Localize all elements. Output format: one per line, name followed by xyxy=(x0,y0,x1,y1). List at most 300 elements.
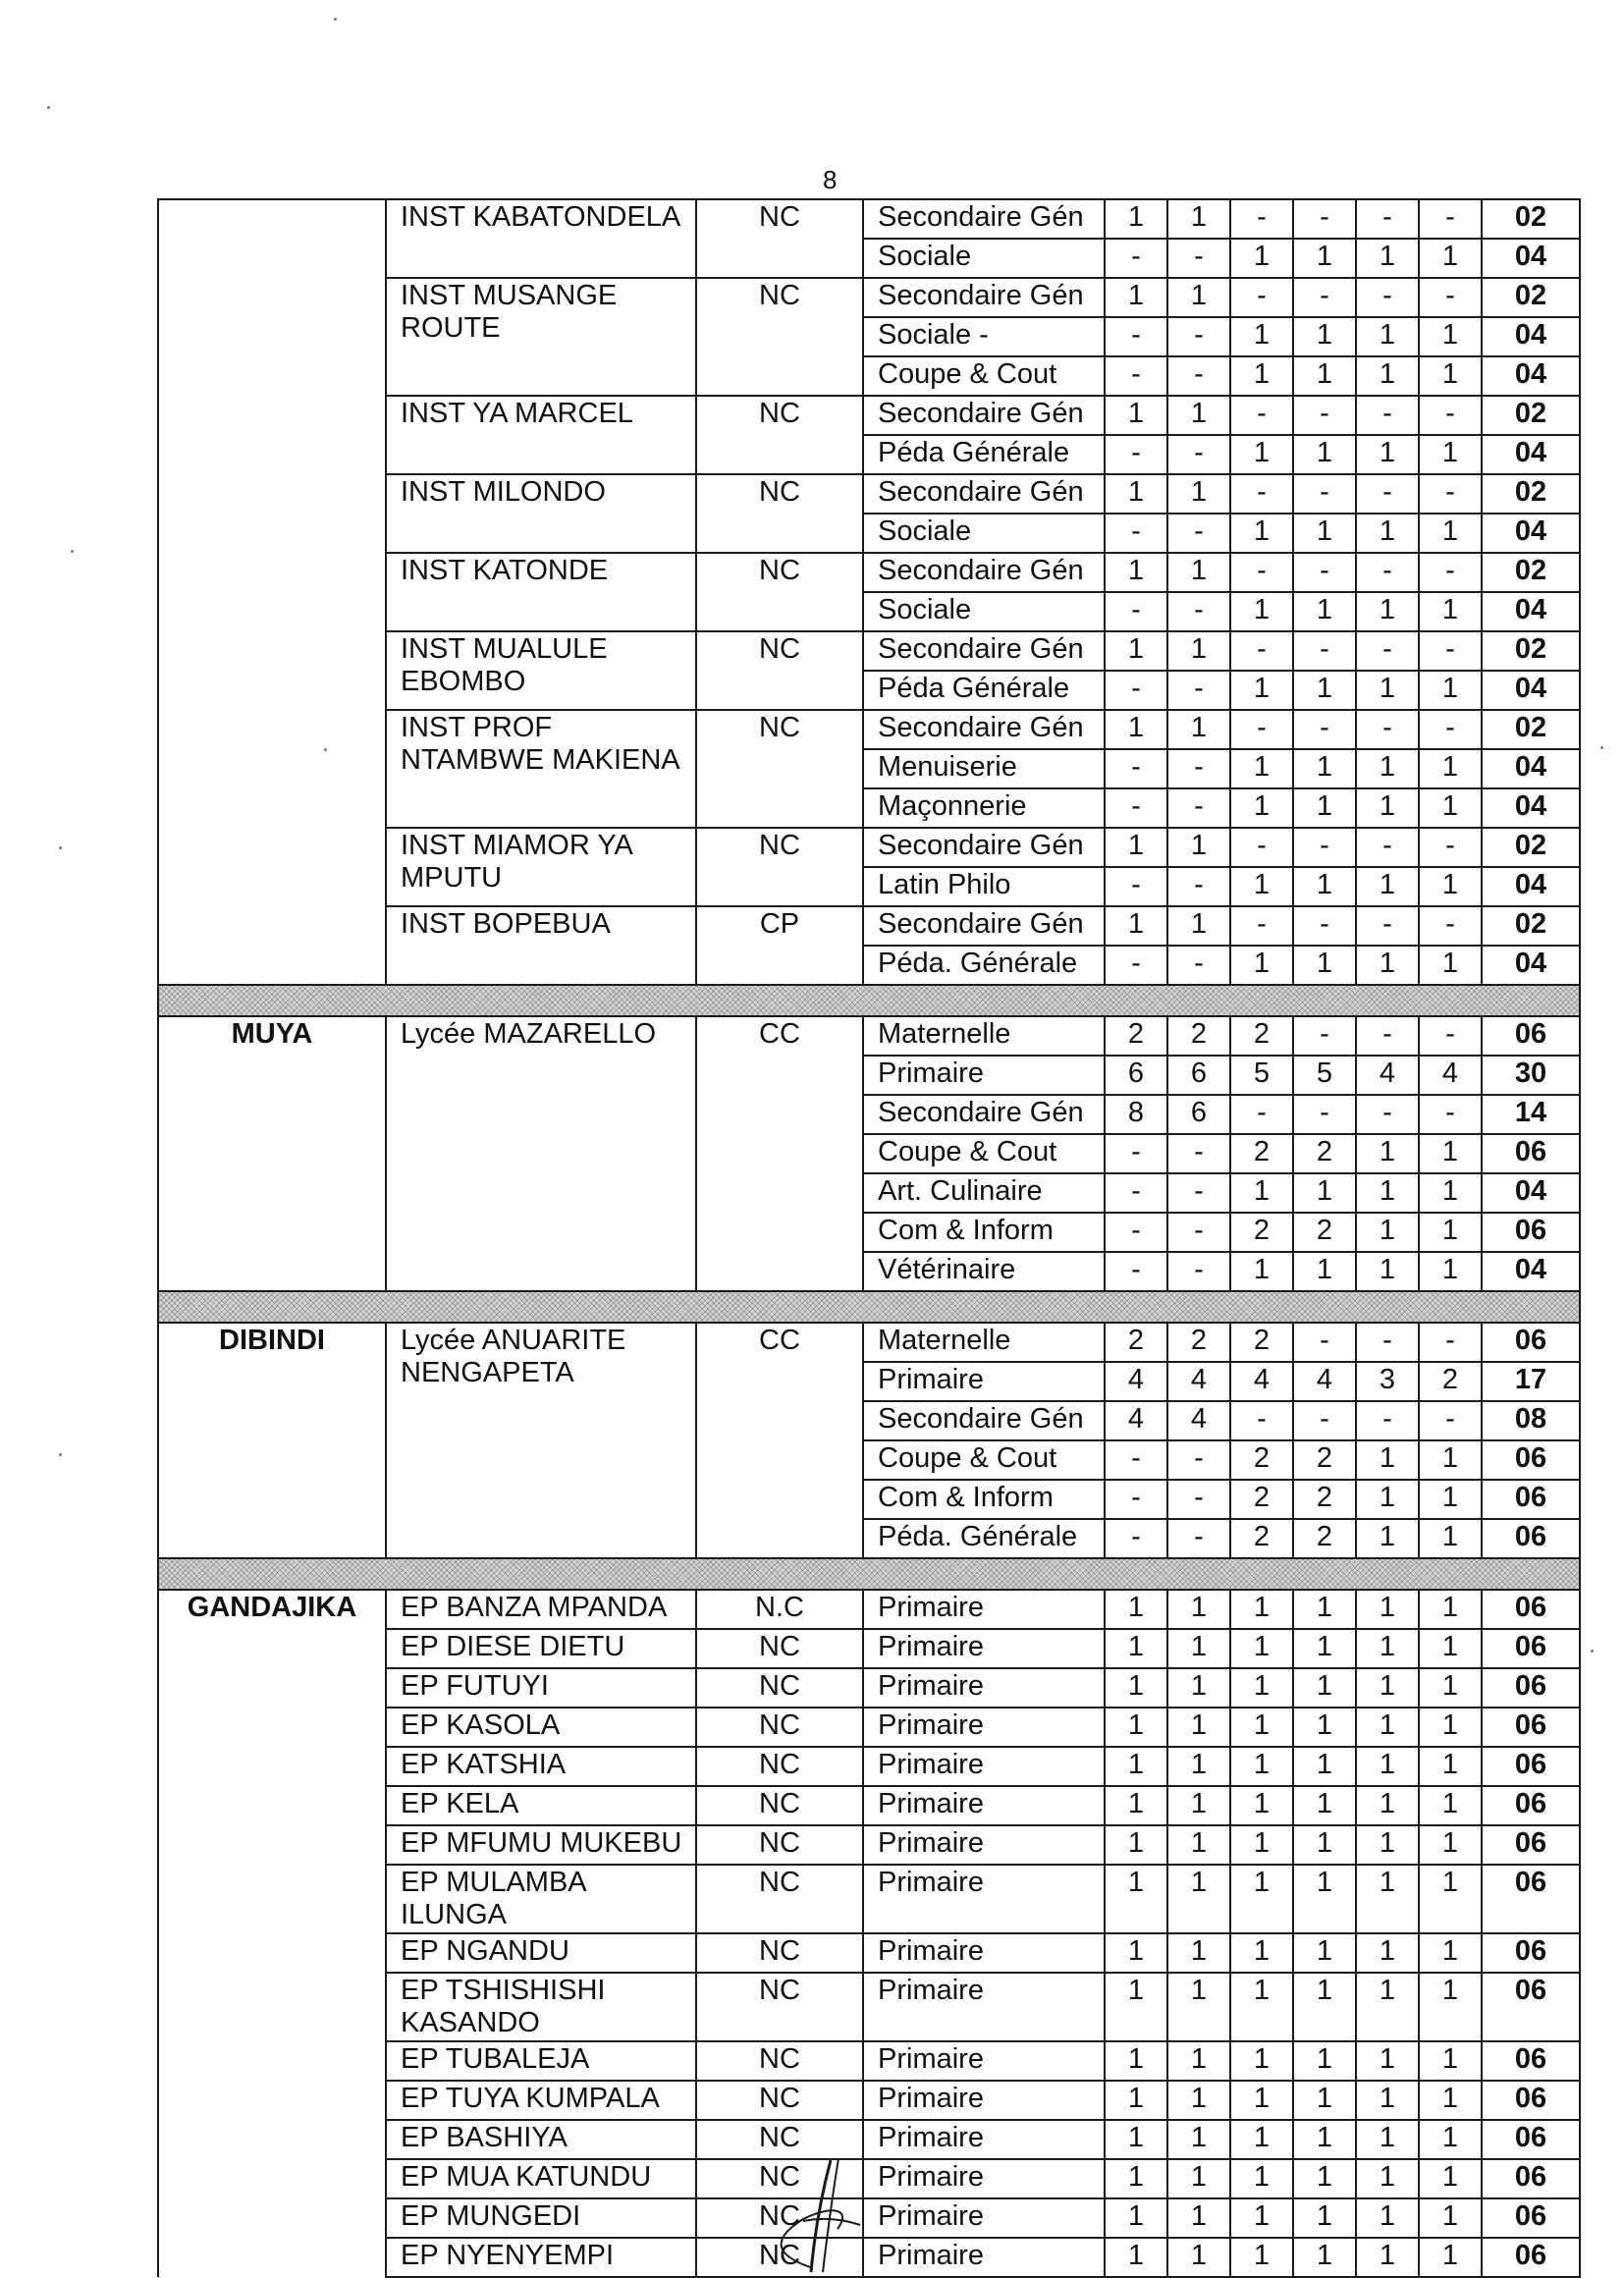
class-count-cell: - xyxy=(1105,1440,1167,1480)
class-count-cell: - xyxy=(1105,1252,1167,1291)
school-name-cell: EP KELA xyxy=(386,1786,696,1825)
class-count-cell: - xyxy=(1167,239,1230,278)
class-count-cell: 1 xyxy=(1293,2041,1356,2081)
class-count-cell: 1 xyxy=(1356,435,1419,474)
total-cell: 14 xyxy=(1482,1095,1580,1134)
option-label-cell: Péda. Générale xyxy=(863,1519,1105,1558)
class-count-cell: 1 xyxy=(1105,1825,1167,1865)
class-count-cell: 1 xyxy=(1105,474,1167,514)
school-status-cell: NC xyxy=(696,1933,863,1973)
total-cell: 06 xyxy=(1482,2159,1580,2198)
class-count-cell: 1 xyxy=(1167,1747,1230,1786)
school-name-cell: INST KATONDE xyxy=(386,553,696,631)
class-count-cell: 1 xyxy=(1356,1480,1419,1519)
class-count-cell: - xyxy=(1293,1016,1356,1056)
school-name-cell: EP MUA KATUNDU xyxy=(386,2159,696,2198)
class-count-cell: 1 xyxy=(1105,2081,1167,2120)
class-count-cell: 1 xyxy=(1167,1973,1230,2041)
class-count-cell: 1 xyxy=(1167,2120,1230,2159)
region-separator-bar xyxy=(158,1558,1580,1590)
school-status-cell: NC xyxy=(696,1747,863,1786)
class-count-cell: 1 xyxy=(1230,1173,1293,1213)
class-count-cell: - xyxy=(1230,396,1293,435)
class-count-cell: 1 xyxy=(1230,1865,1293,1933)
option-label-cell: Maternelle xyxy=(863,1016,1105,1056)
class-count-cell: 1 xyxy=(1105,2159,1167,2198)
class-count-cell: 2 xyxy=(1230,1480,1293,1519)
class-count-cell: - xyxy=(1419,631,1482,671)
class-count-cell: - xyxy=(1167,1480,1230,1519)
school-status-cell: NC xyxy=(696,1825,863,1865)
class-count-cell: 1 xyxy=(1230,1668,1293,1708)
option-label-cell: Péda Générale xyxy=(863,435,1105,474)
class-count-cell: - xyxy=(1167,749,1230,788)
option-label-cell: Primaire xyxy=(863,1056,1105,1095)
class-count-cell: 1 xyxy=(1230,356,1293,396)
class-count-cell: 1 xyxy=(1356,946,1419,985)
total-cell: 04 xyxy=(1482,1252,1580,1291)
class-count-cell: - xyxy=(1356,906,1419,946)
class-count-cell: 1 xyxy=(1230,2238,1293,2277)
class-count-cell: 1 xyxy=(1167,1933,1230,1973)
option-label-cell: Com & Inform xyxy=(863,1213,1105,1252)
school-status-cell: NC xyxy=(696,1865,863,1933)
class-count-cell: 1 xyxy=(1167,1708,1230,1747)
class-count-cell: 2 xyxy=(1230,1440,1293,1480)
school-name-cell: INST YA MARCEL xyxy=(386,396,696,474)
class-count-cell: - xyxy=(1167,1213,1230,1252)
total-cell: 04 xyxy=(1482,239,1580,278)
class-count-cell: 1 xyxy=(1230,239,1293,278)
class-count-cell: 1 xyxy=(1293,1747,1356,1786)
class-count-cell: 1 xyxy=(1293,1933,1356,1973)
class-count-cell: 1 xyxy=(1167,474,1230,514)
school-status-cell: NC xyxy=(696,474,863,553)
option-label-cell: Menuiserie xyxy=(863,749,1105,788)
school-allocation-table xyxy=(157,198,1581,2278)
class-count-cell: 1 xyxy=(1356,1134,1419,1173)
school-status-cell: NC xyxy=(696,631,863,710)
region-name-cell: GANDAJIKA xyxy=(158,1590,386,2277)
class-count-cell: 1 xyxy=(1356,2238,1419,2277)
class-count-cell: 1 xyxy=(1230,2081,1293,2120)
school-name-cell: EP DIESE DIETU xyxy=(386,1629,696,1668)
class-count-cell: 1 xyxy=(1167,1590,1230,1629)
total-cell: 06 xyxy=(1482,2120,1580,2159)
table-row xyxy=(158,1323,1580,1362)
class-count-cell: - xyxy=(1105,1519,1167,1558)
class-count-cell: - xyxy=(1293,710,1356,749)
class-count-cell: 1 xyxy=(1105,1933,1167,1973)
class-count-cell: 1 xyxy=(1230,1590,1293,1629)
class-count-cell: - xyxy=(1230,710,1293,749)
class-count-cell: 1 xyxy=(1105,2041,1167,2081)
total-cell: 04 xyxy=(1482,356,1580,396)
class-count-cell: 1 xyxy=(1293,317,1356,356)
class-count-cell: - xyxy=(1356,199,1419,239)
class-count-cell: 5 xyxy=(1230,1056,1293,1095)
school-status-cell: NC xyxy=(696,2159,863,2198)
region-name-cell xyxy=(158,199,386,985)
class-count-cell: 1 xyxy=(1293,946,1356,985)
class-count-cell: - xyxy=(1356,1401,1419,1440)
class-count-cell: 1 xyxy=(1419,1173,1482,1213)
class-count-cell: 1 xyxy=(1230,1629,1293,1668)
class-count-cell: 1 xyxy=(1419,1825,1482,1865)
class-count-cell: 1 xyxy=(1230,1708,1293,1747)
school-name-cell: INST PROF NTAMBWE MAKIENA xyxy=(386,710,696,828)
class-count-cell: 1 xyxy=(1167,553,1230,592)
class-count-cell: 1 xyxy=(1167,2041,1230,2081)
region-name-cell: MUYA xyxy=(158,1016,386,1291)
class-count-cell: 1 xyxy=(1167,278,1230,317)
class-count-cell: 1 xyxy=(1419,356,1482,396)
class-count-cell: 1 xyxy=(1419,1786,1482,1825)
option-label-cell: Primaire xyxy=(863,2041,1105,2081)
total-cell: 06 xyxy=(1482,1440,1580,1480)
class-count-cell: - xyxy=(1230,278,1293,317)
region-separator xyxy=(158,985,1580,1016)
school-name-cell: EP TUBALEJA xyxy=(386,2041,696,2081)
option-label-cell: Coupe & Cout xyxy=(863,356,1105,396)
total-cell: 04 xyxy=(1482,435,1580,474)
class-count-cell: 6 xyxy=(1105,1056,1167,1095)
class-count-cell: 1 xyxy=(1230,435,1293,474)
class-count-cell: 1 xyxy=(1356,1629,1419,1668)
class-count-cell: 2 xyxy=(1105,1323,1167,1362)
school-name-cell: EP KASOLA xyxy=(386,1708,696,1747)
class-count-cell: 1 xyxy=(1419,1134,1482,1173)
class-count-cell: - xyxy=(1293,828,1356,867)
class-count-cell: 1 xyxy=(1230,592,1293,631)
class-count-cell: - xyxy=(1105,749,1167,788)
total-cell: 04 xyxy=(1482,514,1580,553)
class-count-cell: 1 xyxy=(1419,592,1482,631)
option-label-cell: Sociale xyxy=(863,592,1105,631)
class-count-cell: 6 xyxy=(1167,1095,1230,1134)
class-count-cell: - xyxy=(1230,199,1293,239)
total-cell: 06 xyxy=(1482,2198,1580,2238)
class-count-cell: 1 xyxy=(1356,2041,1419,2081)
total-cell: 02 xyxy=(1482,199,1580,239)
school-status-cell: NC xyxy=(696,553,863,631)
class-count-cell: 1 xyxy=(1230,788,1293,828)
total-cell: 06 xyxy=(1482,1629,1580,1668)
class-count-cell: 1 xyxy=(1419,1708,1482,1747)
class-count-cell: - xyxy=(1293,1401,1356,1440)
class-count-cell: - xyxy=(1167,435,1230,474)
option-label-cell: Maternelle xyxy=(863,1323,1105,1362)
class-count-cell: 1 xyxy=(1419,1747,1482,1786)
class-count-cell: - xyxy=(1167,356,1230,396)
total-cell: 06 xyxy=(1482,1480,1580,1519)
region-separator-bar xyxy=(158,985,1580,1016)
total-cell: 17 xyxy=(1482,1362,1580,1401)
class-count-cell: 1 xyxy=(1419,1590,1482,1629)
class-count-cell: 1 xyxy=(1419,514,1482,553)
class-count-cell: 2 xyxy=(1293,1134,1356,1173)
page-number: 8 xyxy=(823,165,838,194)
school-name-cell: EP MULAMBA ILUNGA xyxy=(386,1865,696,1933)
class-count-cell: - xyxy=(1419,1016,1482,1056)
total-cell: 02 xyxy=(1482,553,1580,592)
class-count-cell: - xyxy=(1167,317,1230,356)
option-label-cell: Latin Philo xyxy=(863,867,1105,906)
class-count-cell: 1 xyxy=(1419,2198,1482,2238)
class-count-cell: - xyxy=(1419,278,1482,317)
school-name-cell: EP FUTUYI xyxy=(386,1668,696,1708)
class-count-cell: 2 xyxy=(1167,1016,1230,1056)
total-cell: 06 xyxy=(1482,1668,1580,1708)
class-count-cell: 2 xyxy=(1293,1440,1356,1480)
total-cell: 06 xyxy=(1482,1865,1580,1933)
school-status-cell: NC xyxy=(696,828,863,906)
class-count-cell: 1 xyxy=(1230,2159,1293,2198)
school-name-cell: Lycée MAZARELLO xyxy=(386,1016,696,1291)
class-count-cell: 1 xyxy=(1293,514,1356,553)
class-count-cell: - xyxy=(1356,1016,1419,1056)
class-count-cell: - xyxy=(1167,671,1230,710)
class-count-cell: 1 xyxy=(1419,1629,1482,1668)
class-count-cell: 1 xyxy=(1356,1708,1419,1747)
school-status-cell: NC xyxy=(696,1708,863,1747)
class-count-cell: 1 xyxy=(1230,946,1293,985)
class-count-cell: 1 xyxy=(1356,239,1419,278)
total-cell: 02 xyxy=(1482,631,1580,671)
class-count-cell: 1 xyxy=(1230,1786,1293,1825)
class-count-cell: - xyxy=(1230,631,1293,671)
class-count-cell: - xyxy=(1105,514,1167,553)
option-label-cell: Primaire xyxy=(863,2159,1105,2198)
class-count-cell: - xyxy=(1167,1252,1230,1291)
class-count-cell: 1 xyxy=(1356,1590,1419,1629)
option-label-cell: Secondaire Gén xyxy=(863,631,1105,671)
class-count-cell: - xyxy=(1230,828,1293,867)
class-count-cell: - xyxy=(1293,553,1356,592)
option-label-cell: Secondaire Gén xyxy=(863,199,1105,239)
class-count-cell: 2 xyxy=(1230,1213,1293,1252)
class-count-cell: - xyxy=(1167,1440,1230,1480)
class-count-cell: 1 xyxy=(1419,671,1482,710)
option-label-cell: Secondaire Gén xyxy=(863,906,1105,946)
class-count-cell: 1 xyxy=(1105,2238,1167,2277)
class-count-cell: 1 xyxy=(1105,278,1167,317)
class-count-cell: 1 xyxy=(1356,1440,1419,1480)
class-count-cell: 1 xyxy=(1230,867,1293,906)
class-count-cell: - xyxy=(1356,278,1419,317)
option-label-cell: Secondaire Gén xyxy=(863,474,1105,514)
total-cell: 06 xyxy=(1482,1708,1580,1747)
class-count-cell: - xyxy=(1105,867,1167,906)
class-count-cell: 1 xyxy=(1293,867,1356,906)
option-label-cell: Secondaire Gén xyxy=(863,828,1105,867)
class-count-cell: - xyxy=(1230,1095,1293,1134)
class-count-cell: - xyxy=(1293,1323,1356,1362)
class-count-cell: 1 xyxy=(1230,1933,1293,1973)
school-status-cell: NC xyxy=(696,2041,863,2081)
class-count-cell: 1 xyxy=(1419,749,1482,788)
school-status-cell: NC xyxy=(696,2198,863,2238)
class-count-cell: 2 xyxy=(1419,1362,1482,1401)
total-cell: 06 xyxy=(1482,1134,1580,1173)
class-count-cell: 1 xyxy=(1293,1973,1356,2041)
class-count-cell: - xyxy=(1105,671,1167,710)
total-cell: 06 xyxy=(1482,2238,1580,2277)
class-count-cell: 1 xyxy=(1230,2120,1293,2159)
class-count-cell: 1 xyxy=(1356,1213,1419,1252)
class-count-cell: 1 xyxy=(1356,671,1419,710)
class-count-cell: 1 xyxy=(1167,1668,1230,1708)
class-count-cell: - xyxy=(1419,199,1482,239)
class-count-cell: - xyxy=(1419,828,1482,867)
option-label-cell: Primaire xyxy=(863,1786,1105,1825)
school-status-cell: CC xyxy=(696,1016,863,1291)
class-count-cell: 1 xyxy=(1167,1865,1230,1933)
class-count-cell: 1 xyxy=(1419,2041,1482,2081)
class-count-cell: 1 xyxy=(1293,671,1356,710)
class-count-cell: 1 xyxy=(1167,710,1230,749)
school-name-cell: EP NGANDU xyxy=(386,1933,696,1973)
class-count-cell: 1 xyxy=(1419,2081,1482,2120)
class-count-cell: 1 xyxy=(1419,1519,1482,1558)
class-count-cell: 1 xyxy=(1293,1173,1356,1213)
class-count-cell: 1 xyxy=(1356,1865,1419,1933)
class-count-cell: 1 xyxy=(1356,514,1419,553)
class-count-cell: - xyxy=(1230,474,1293,514)
option-label-cell: Art. Culinaire xyxy=(863,1173,1105,1213)
option-label-cell: Primaire xyxy=(863,1973,1105,2041)
class-count-cell: - xyxy=(1105,592,1167,631)
class-count-cell: - xyxy=(1105,239,1167,278)
option-label-cell: Primaire xyxy=(863,2238,1105,2277)
region-name-cell: DIBINDI xyxy=(158,1323,386,1558)
school-status-cell: NC xyxy=(696,2120,863,2159)
school-status-cell: NC xyxy=(696,1668,863,1708)
total-cell: 02 xyxy=(1482,828,1580,867)
total-cell: 04 xyxy=(1482,671,1580,710)
option-label-cell: Sociale - xyxy=(863,317,1105,356)
class-count-cell: - xyxy=(1356,474,1419,514)
class-count-cell: - xyxy=(1230,906,1293,946)
class-count-cell: - xyxy=(1419,396,1482,435)
total-cell: 30 xyxy=(1482,1056,1580,1095)
class-count-cell: 2 xyxy=(1167,1323,1230,1362)
option-label-cell: Vétérinaire xyxy=(863,1252,1105,1291)
option-label-cell: Primaire xyxy=(863,1362,1105,1401)
class-count-cell: - xyxy=(1105,317,1167,356)
class-count-cell: 1 xyxy=(1105,553,1167,592)
table-row xyxy=(158,199,1580,239)
region-separator-bar xyxy=(158,1291,1580,1323)
class-count-cell: 1 xyxy=(1105,710,1167,749)
class-count-cell: 1 xyxy=(1293,356,1356,396)
class-count-cell: - xyxy=(1105,1213,1167,1252)
class-count-cell: 1 xyxy=(1293,2081,1356,2120)
class-count-cell: 4 xyxy=(1105,1401,1167,1440)
class-count-cell: 2 xyxy=(1230,1016,1293,1056)
total-cell: 04 xyxy=(1482,946,1580,985)
total-cell: 02 xyxy=(1482,710,1580,749)
school-name-cell: INST BOPEBUA xyxy=(386,906,696,985)
class-count-cell: 1 xyxy=(1356,2120,1419,2159)
class-count-cell: 1 xyxy=(1293,2159,1356,2198)
class-count-cell: 2 xyxy=(1293,1480,1356,1519)
school-status-cell: NC xyxy=(696,710,863,828)
school-status-cell: NC xyxy=(696,2238,863,2277)
total-cell: 06 xyxy=(1482,1213,1580,1252)
option-label-cell: Primaire xyxy=(863,1933,1105,1973)
class-count-cell: 1 xyxy=(1293,2238,1356,2277)
class-count-cell: 1 xyxy=(1105,1668,1167,1708)
option-label-cell: Coupe & Cout xyxy=(863,1134,1105,1173)
total-cell: 04 xyxy=(1482,867,1580,906)
class-count-cell: 1 xyxy=(1167,2198,1230,2238)
class-count-cell: - xyxy=(1419,710,1482,749)
class-count-cell: 1 xyxy=(1293,1825,1356,1865)
class-count-cell: 1 xyxy=(1293,749,1356,788)
region-separator xyxy=(158,1558,1580,1590)
school-status-cell: CP xyxy=(696,906,863,985)
class-count-cell: 1 xyxy=(1167,828,1230,867)
class-count-cell: - xyxy=(1293,199,1356,239)
class-count-cell: 1 xyxy=(1167,2081,1230,2120)
total-cell: 02 xyxy=(1482,396,1580,435)
region-separator xyxy=(158,1291,1580,1323)
option-label-cell: Secondaire Gén xyxy=(863,1401,1105,1440)
school-name-cell: EP MFUMU MUKEBU xyxy=(386,1825,696,1865)
total-cell: 06 xyxy=(1482,1590,1580,1629)
class-count-cell: 1 xyxy=(1356,1973,1419,2041)
class-count-cell: 4 xyxy=(1105,1362,1167,1401)
class-count-cell: - xyxy=(1105,435,1167,474)
class-count-cell: - xyxy=(1167,514,1230,553)
total-cell: 04 xyxy=(1482,317,1580,356)
class-count-cell: 1 xyxy=(1356,749,1419,788)
class-count-cell: 1 xyxy=(1356,1747,1419,1786)
class-count-cell: 1 xyxy=(1419,239,1482,278)
class-count-cell: 1 xyxy=(1419,435,1482,474)
total-cell: 06 xyxy=(1482,1973,1580,2041)
school-name-cell: INST MIAMOR YA MPUTU xyxy=(386,828,696,906)
class-count-cell: - xyxy=(1105,1173,1167,1213)
option-label-cell: Secondaire Gén xyxy=(863,396,1105,435)
school-status-cell: NC xyxy=(696,199,863,278)
class-count-cell: 1 xyxy=(1419,946,1482,985)
class-count-cell: 3 xyxy=(1356,1362,1419,1401)
total-cell: 04 xyxy=(1482,1173,1580,1213)
class-count-cell: 1 xyxy=(1419,1213,1482,1252)
class-count-cell: - xyxy=(1356,828,1419,867)
class-count-cell: 1 xyxy=(1356,1173,1419,1213)
option-label-cell: Primaire xyxy=(863,1668,1105,1708)
class-count-cell: 1 xyxy=(1356,1933,1419,1973)
class-count-cell: - xyxy=(1167,867,1230,906)
class-count-cell: 1 xyxy=(1230,1747,1293,1786)
option-label-cell: Com & Inform xyxy=(863,1480,1105,1519)
class-count-cell: 1 xyxy=(1293,1629,1356,1668)
school-name-cell: EP TUYA KUMPALA xyxy=(386,2081,696,2120)
class-count-cell: - xyxy=(1419,1323,1482,1362)
class-count-cell: 1 xyxy=(1293,1252,1356,1291)
class-count-cell: 1 xyxy=(1356,1519,1419,1558)
class-count-cell: 1 xyxy=(1293,1865,1356,1933)
option-label-cell: Primaire xyxy=(863,1865,1105,1933)
class-count-cell: 1 xyxy=(1167,396,1230,435)
class-count-cell: 1 xyxy=(1230,1252,1293,1291)
class-count-cell: 1 xyxy=(1105,1747,1167,1786)
class-count-cell: 1 xyxy=(1230,317,1293,356)
school-name-cell: EP NYENYEMPI xyxy=(386,2238,696,2277)
